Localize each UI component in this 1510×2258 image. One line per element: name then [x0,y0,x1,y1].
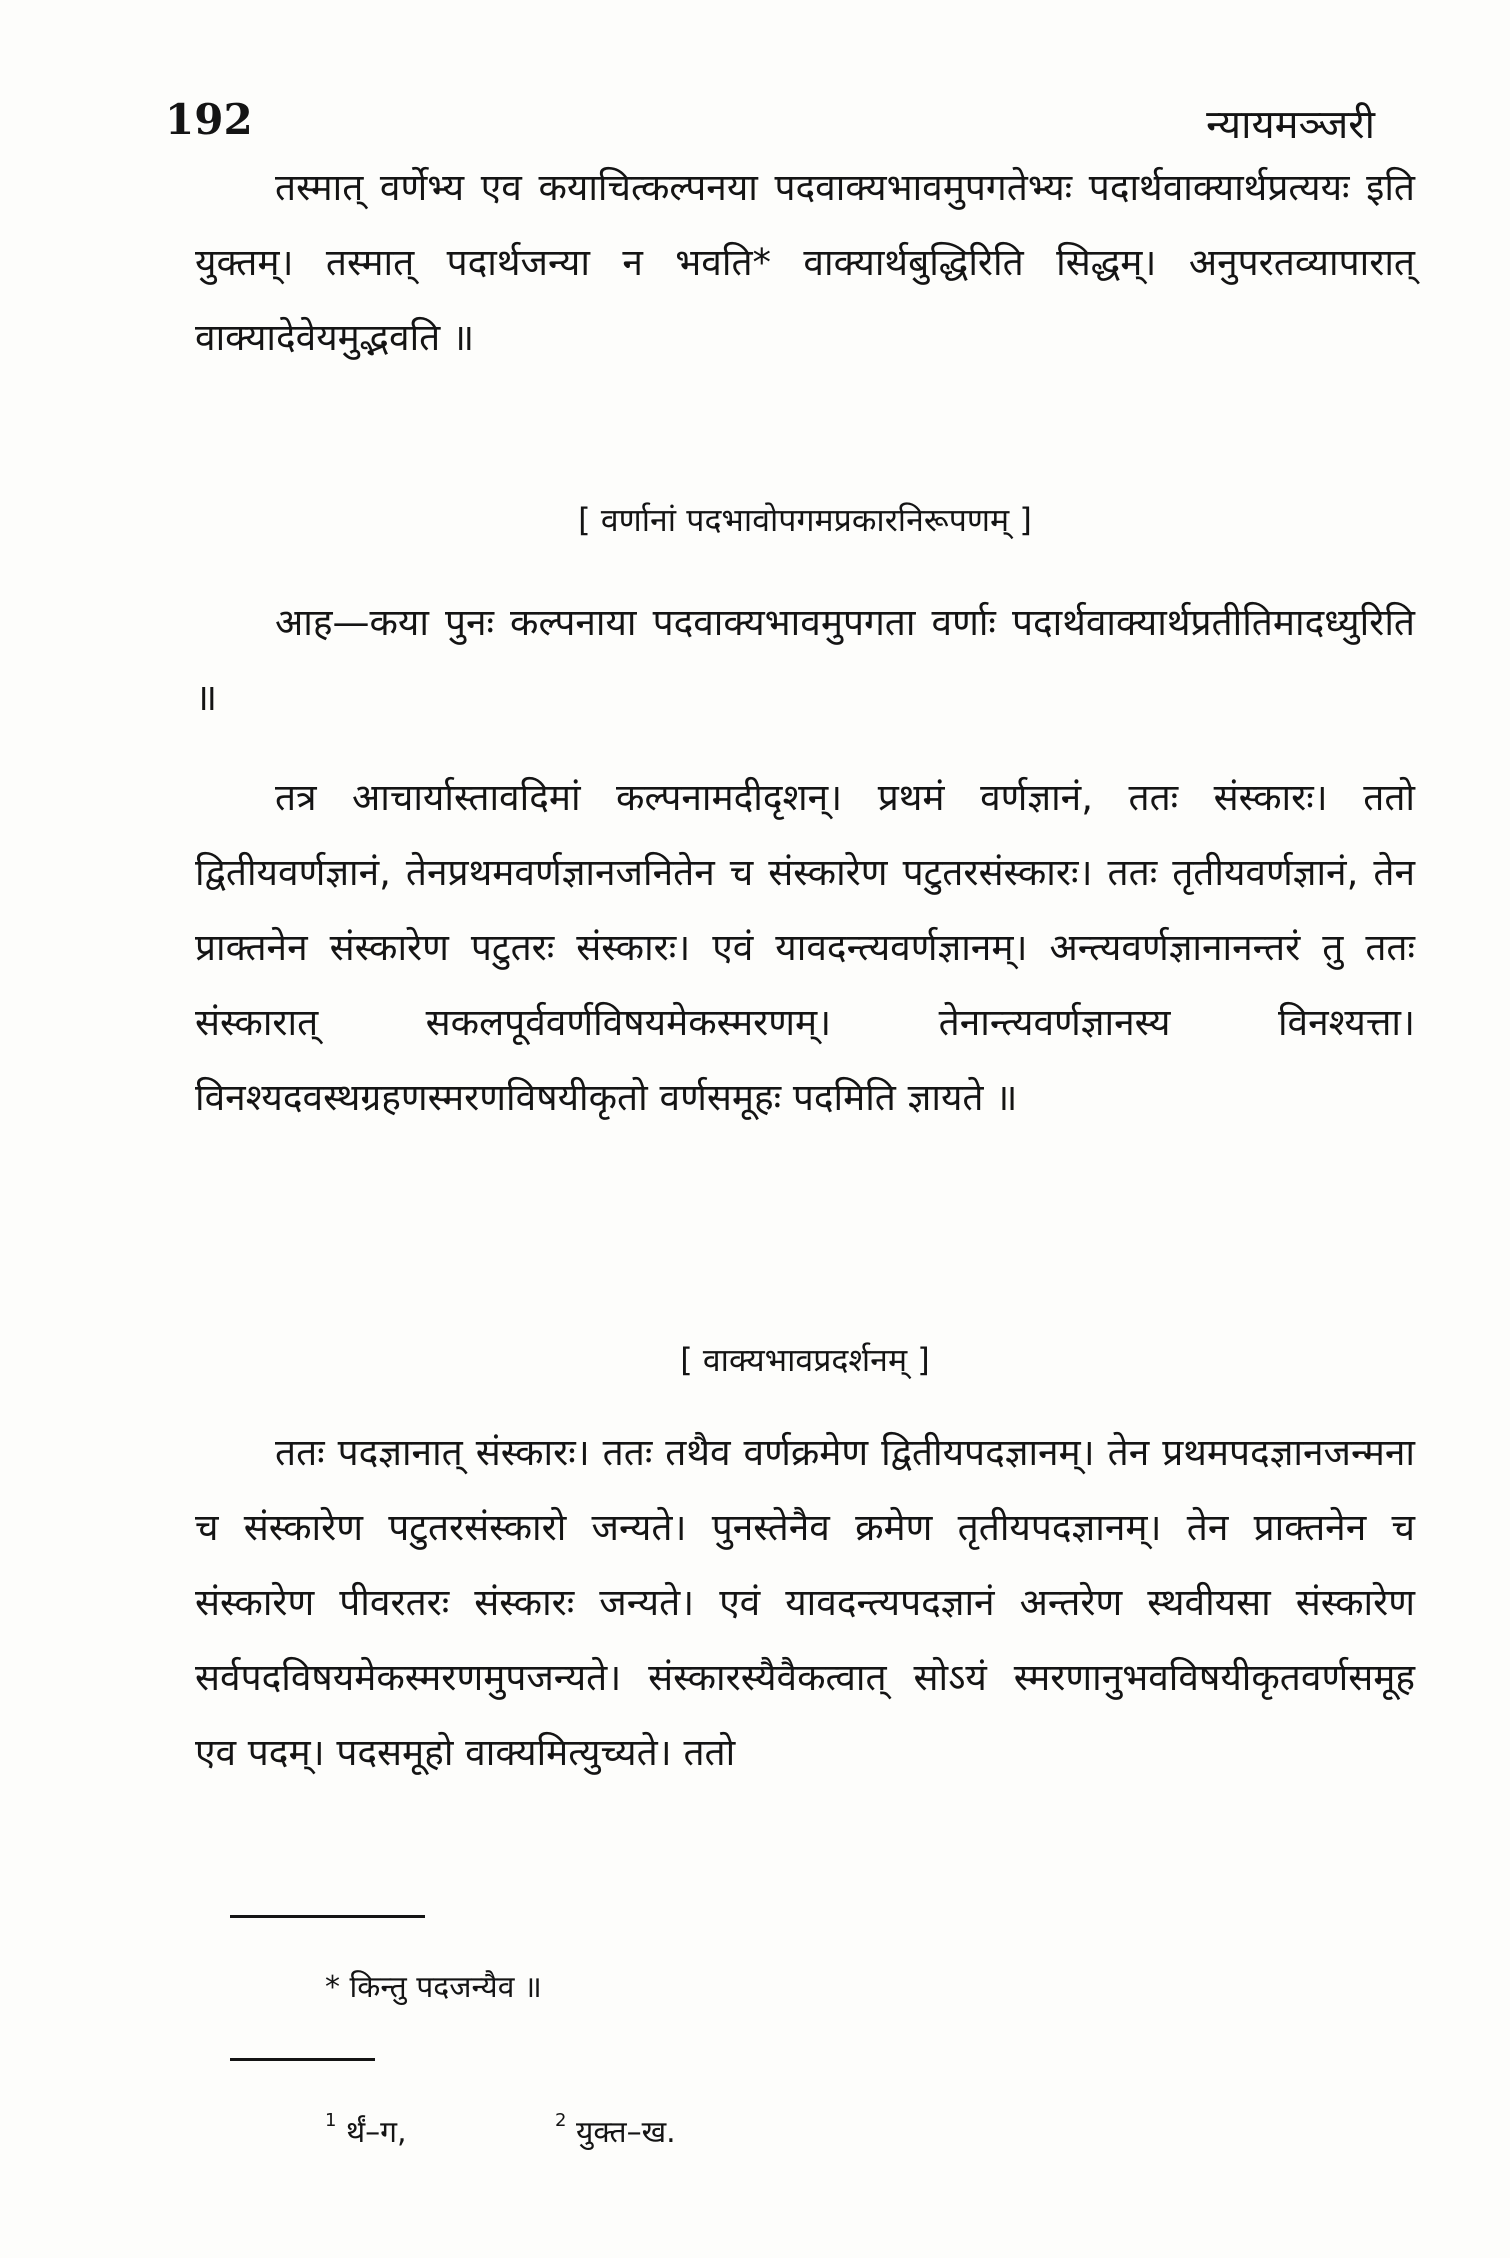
footnote-2-text: युक्त–ख. [576,2115,676,2150]
footnote-divider-1 [230,1915,425,1918]
paragraph-4: ततः पदज्ञानात् संस्कारः। ततः तथैव वर्णक्रमेण द्वितीयपदज्ञानम्। तेन प्रथमपदज्ञानजन्मना च संस्कारेण पटुतरसंस्कारो जन्यते। पुनस्तेनैव क्रमेण तृतीयपदज्ञानम्। तेन प्राक्तनेन च संस्कारेण पीवरतरः संस्कारः जन्यते। एवं यावदन्त्यपदज्ञानं अन्तरेण स्थवीयसा संस्कारेण सर्वपदविषयमेकस्मरणमुपजन्यते। संस्कारस्यैवैकत्वात् सोऽयं स्मरणानुभवविषयीकृतवर्णसमूह एव पदम्। पदसमूहो वाक्यमित्युच्यते। ततो [195,1431,1415,1774]
footnote-divider-2 [230,2058,375,2061]
footnote-1-mark: 1 [325,2110,337,2131]
running-title: न्यायमञ्जरी [1206,102,1375,148]
footnote-variant-2 [555,2110,676,2151]
footnote-2-mark: 2 [555,2110,567,2131]
footnote-1-text: र्थं–ग, [346,2115,407,2150]
paragraph-3: तत्र आचार्यास्तावदिमां कल्पनामदीदृशन्। प्रथमं वर्णज्ञानं, ततः संस्कारः। ततो द्वितीयवर्णज्ञानं, तेनप्रथमवर्णज्ञानजनितेन च संस्कारेण पटुतरसंस्कारः। ततः तृतीयवर्णज्ञानं, तेन प्राक्तनेन संस्कारेण पटुतरः संस्कारः। एवं यावदन्त्यवर्णज्ञानम्। अन्त्यवर्णज्ञानानन्तरं तु ततः संस्कारात् सकलपूर्ववर्णविषयमेकस्मरणम्। तेनान्त्यवर्णज्ञानस्य विनश्यत्ता। विनश्यदवस्थग्रहणस्मरणविषयीकृतो वर्णसमूहः पदमिति ज्ञायते ॥ [195,776,1415,1119]
section-heading-vakya: [ वाक्यभावप्रदर्शनम् ] [680,1341,930,1379]
section-heading-varna: [ वर्णानां पदभावोपगमप्रकारनिरूपणम् ] [578,501,1032,539]
paragraph-2: आह—कया पुनः कल्पनाया पदवाक्यभावमुपगता वर्णाः पदार्थवाक्यार्थप्रतीतिमादध्युरिति ॥ [195,601,1415,719]
footnote-star: * किन्तु पदजन्यैव ॥ [325,1970,542,2005]
page-number: 192 [165,95,253,144]
footnote-variant-1 [325,2110,407,2151]
paragraph-1: तस्मात् वर्णेभ्य एव कयाचित्कल्पनया पदवाक्यभावमुपगतेभ्यः पदार्थवाक्यार्थप्रत्ययः इति युक्तम्। तस्मात् पदार्थजन्या न भवति* वाक्यार्थबुद्धिरिति सिद्धम्। अनुपरतव्यापारात् वाक्यादेवेयमुद्भवति ॥ [195,166,1415,359]
